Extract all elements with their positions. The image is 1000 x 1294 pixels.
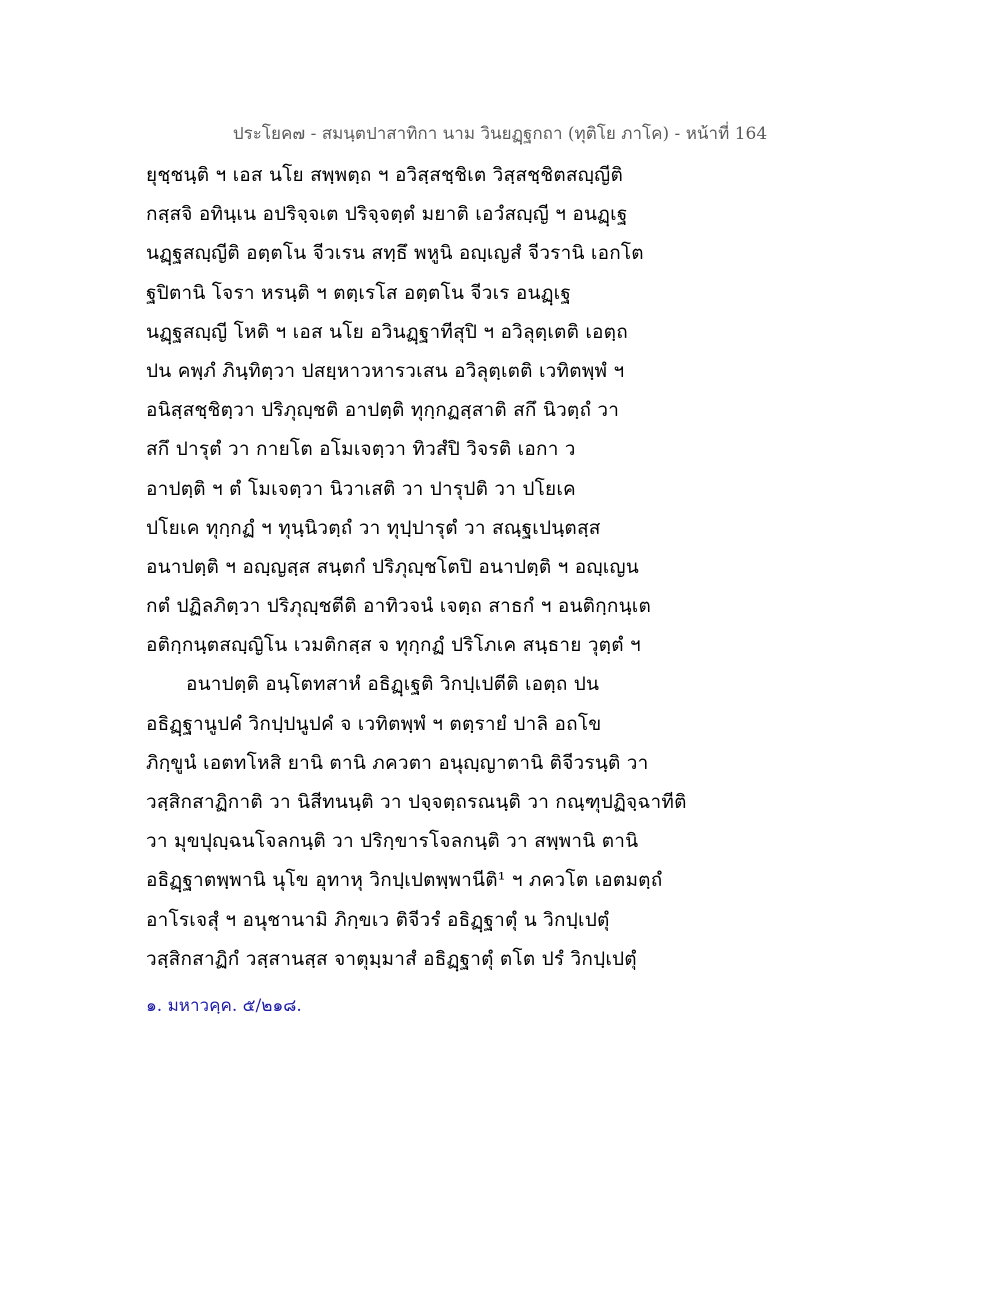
text-line: วสฺสิกสาฏิกาติ วา นิสีทนนฺติ วา ปจฺจตฺถรณนฺติ วา กณฺฑุปฏิจฺฉาทีติ (146, 791, 687, 813)
text-line: นฏฺฐสญฺญี โหติ ฯ เอส นโย อวินฏฺฐาทีสุปิ ฯ อวิลุตฺเตติ เอตฺถ (146, 320, 628, 343)
text-line: กสฺสจิ อทินฺเน อปริจฺจเต ปริจฺจตฺตํ มยาติ เอวํสญฺญี ฯ อนฏฺเฐ (146, 203, 628, 226)
page-header: ประโยค๗ - สมนฺตปาสาทิกา นาม วินยฏฺฐกถา (ทุติโย ภาโค) - หน้าที่ 164 (232, 124, 768, 144)
text-line: อาปตฺติ ฯ ตํ โมเจตฺวา นิวาเสติ วา ปารุปติ วา ปโยเค (146, 477, 576, 500)
text-line: สกึ ปารุตํ วา กายโต อโมเจตฺวา ทิวสํปิ วิจรติ เอกา ว (146, 438, 576, 461)
text-line: ปโยเค ทุกฺกฏํ ฯ ทุนฺนิวตฺถํ วา ทุปฺปารุตํ วา สณฺฐเปนฺตสฺส (146, 516, 601, 539)
text-line: วา มุขปุญฺฉนโจลกนฺติ วา ปริกฺขารโจลกนฺติ วา สพฺพานิ ตานิ (146, 830, 639, 853)
text-line: อนาปตฺติ ฯ อญฺญสฺส สนฺตกํ ปริภุญฺชโตปิ อนาปตฺติ ฯ อญฺเญน (146, 555, 639, 578)
text-line: ปน คพฺภํ ภินฺทิตฺวา ปสยฺหาวหารวเสน อวิลุตฺเตติ เวทิตพฺพํ ฯ (146, 359, 625, 382)
text-line: กตํ ปฏิลภิตฺวา ปริภุญฺชตีติ อาทิวจนํ เจตฺถ สาธกํ ฯ อนติกฺกนฺเต (146, 595, 651, 618)
footnote: ๑. มหาวคฺค. ๕/๒๑๘. (146, 996, 302, 1016)
text-line: อาโรเจสุํ ฯ อนุชานามิ ภิกฺขเว ติจีวรํ อธิฏฺฐาตุํ น วิกปฺเปตุํ (146, 908, 610, 931)
text-line: วสฺสิกสาฏิกํ วสฺสานสฺส จาตุมฺมาสํ อธิฏฺฐาตุํ ตโต ปรํ วิกปฺเปตุํ (146, 947, 637, 970)
text-line: นฏฺฐสญฺญีติ อตฺตโน จีวเรน สทฺธึ พหูนิ อญฺเญสํ จีวรานิ เอกโต (146, 242, 644, 265)
text-line: อนิสฺสชฺชิตฺวา ปริภุญฺชติ อาปตฺติ ทุกฺกฏสฺสาติ สกึ นิวตฺถํ วา (146, 399, 620, 422)
text-line: ฐปิตานิ โจรา หรนฺติ ฯ ตตฺเรโส อตฺตโน จีวเร อนฏฺเฐ (146, 281, 572, 304)
text-line: ภิกฺขูนํ เอตทโหสิ ยานิ ตานิ ภควตา อนุญฺญาตานิ ติจีวรนฺติ วา (146, 751, 649, 774)
text-line: ยุชฺชนฺติ ฯ เอส นโย สพฺพตฺถ ฯ อวิสฺสชฺชิเต วิสฺสชฺชิตสญฺญีติ (146, 164, 623, 186)
text-line: อติกฺกนฺตสญฺญิโน เวมติกสฺส จ ทุกฺกฏํ ปริโภเค สนฺธาย วุตฺตํ ฯ (146, 634, 641, 657)
text-line: อธิฏฺฐานูปคํ วิกปฺปนูปคํ จ เวทิตพฺพํ ฯ ตตฺรายํ ปาลิ อถโข (146, 712, 602, 735)
text-line-paragraph-start: อนาปตฺติ อนฺโตทสาหํ อธิฏฺเฐติ วิกปฺเปตีติ เอตฺถ ปน (186, 673, 600, 696)
body-text (146, 156, 706, 979)
text-line: อธิฏฺฐาตพฺพานิ นุโข อุทาหุ วิกปฺเปตพฺพานีติ¹ ฯ ภควโต เอตมตฺถํ (146, 869, 663, 892)
